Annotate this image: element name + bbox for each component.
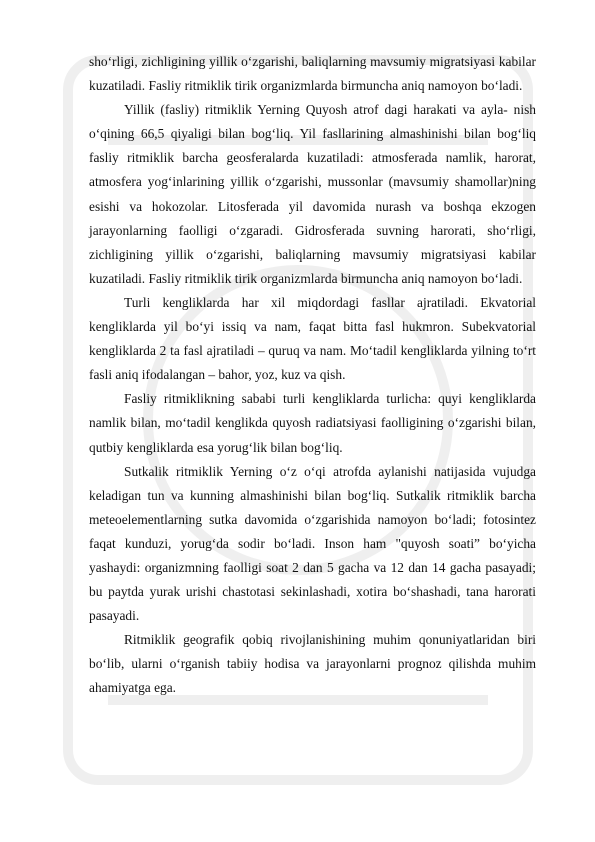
paragraph-1: sho‘rligi, zichligining yillik o‘zgarishi, baliqlarning mavsumiy migratsiyasi kabilar kuzatiladi. Fasliy ritmiklik tirik organizmlarda birmuncha aniq namoyon bo‘ladi. [89,54,536,94]
paragraph-3: Turli kengliklarda har xil miqdordagi fasllar ajratiladi. Ekvatorial kengliklarda yil bo‘yi issiq va nam, faqat bitta fasl hukmron. Subekvatorial kengliklarda 2 ta fasl ajratiladi – quruq va nam. Mo‘tadil kengliklarda yilning to‘rt fasli aniq ifodalangan – bahor, yoz, kuz va qish. [89,294,536,383]
paragraph-5: Sutkalik ritmiklik Yerning o‘z o‘qi atrofda aylanishi natijasida vujudga keladigan tun va kunning almashinishi bilan bog‘liq. Sutkalik ritmiklik barcha meteoelementlarning sutka davomida o‘zgarishida namoyon bo‘ladi; fotosintez faqat kunduzi, yorug‘da sodir bo‘ladi. Inson ham "quyosh soati” bo‘yicha yashaydi: organizmning faolligi soat 2 dan 5 gacha va 12 dan 14 gacha pasayadi; bu paytda yurak urishi chastotasi sekinlashadi, xotira bo‘shashadi, tana harorati pasayadi. [89,463,536,624]
document-body [89,50,536,701]
paragraph-2: Yillik (fasliy) ritmiklik Yerning Quyosh atrof dagi harakati va ayla- nish o‘qining 66,5 qiyaligi bilan bog‘liq. Yil fasllarining almashinishi bilan bog‘liq fasliy ritmiklik barcha geosferalarda kuzatiladi: atmosferada namlik, harorat, atmosfera yog‘inlarining yillik o‘zgarishi, mussonlar (mavsumiy shamollar)ning esishi va hokozolar. Litosferada yil davomida nurash va boshqa ekzogen jarayonlarning faolligi o‘zgaradi. Gidrosferada suvning harorati, sho‘rligi, zichligining yillik o‘zgarishi, baliqlarning mavsumiy migratsiyasi kabilar kuzatiladi. Fasliy ritmiklik tirik organizmlarda birmuncha aniq namoyon bo‘ladi. [89,102,536,286]
paragraph-6: Ritmiklik geografik qobiq rivojlanishining muhim qonuniyatlaridan biri bo‘lib, ularni o‘rganish tabiiy hodisa va jarayonlarni prognoz qilishda muhim ahamiyatga ega. [89,632,536,696]
paragraph-4: Fasliy ritmiklikning sababi turli kengliklarda turlicha: quyi kengliklarda namlik bilan, mo‘tadil kenglikda quyosh radiatsiyasi faolligining o‘zgarishi bilan, qutbiy kengliklarda esa yorug‘lik bilan bog‘liq. [89,391,536,455]
